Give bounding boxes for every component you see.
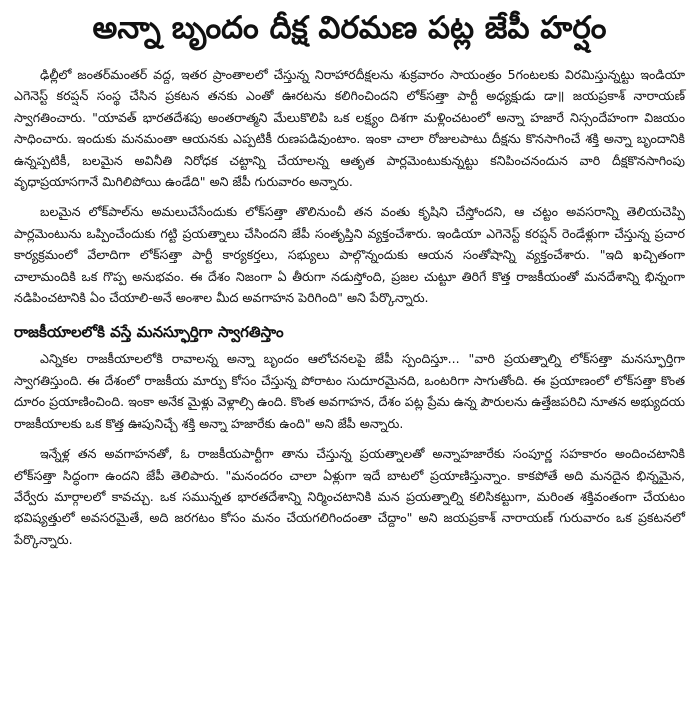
- paragraph: ఎన్నికల రాజకీయాలలోకి రావాలన్న అన్నా బృందం ఆలోచనలపై జేపీ స్పందిస్తూ... "వారి ప్రయత్నాల్ని లోక్‌సత్తా మనస్ఫూర్తిగా స్వాగతిస్తుంది. ఈ దేశంలో రాజకీయ మార్పు కోసం చేస్తున్న పోరాటం సుదూరమైనది, ఒంటరిగా సాగుతోంది. ఈ ప్రయాణంలో లోక్‌సత్తా కొంత దూరం ప్రయాణించింది. ఇంకా అనేక మైళ్లు వెళ్లాల్సి ఉంది. కొంత అవగాహన, దేశం పట్ల ప్రేమ ఉన్న పౌరులను ఉత్తేజపరిచి నూతన అభ్యుదయ రాజకీయాలకు ఒక కొత్త ఊపునిచ్చే శక్తి అన్నా హజారేకు ఉంది" అని జేపీ అన్నారు.: [14, 351, 685, 431]
- paragraph: ఢిల్లీలో జంతర్‌మంతర్ వద్ద, ఇతర ప్రాంతాలలో చేస్తున్న నిరాహారదీక్షలను శుక్రవారం సాయంత్రం 5గంటలకు విరమిస్తున్నట్టు ఇండియా ఎగెనెస్ట్ కరప్షన్ సంస్థ చేసిన ప్రకటన తనకు ఎంతో ఊరటను కలిగించిందని లోక్‌సత్తా పార్టీ అధ్యక్షుడు డా॥ జయప్రకాశ్ నారాయణ్ స్వాగతించారు. "యావత్ భారతదేశపు అంతరాత్మని మేలుకొలిపి ఒక లక్ష్యం దిశగా మళ్లించటంలో అన్నా హజారే నిస్సందేహంగా విజయం సాధించారు. ఇందుకు మనమంతా ఆయనకు ఎప్పటికీ రుణపడివుంటాం. ఇంకా చాలా రోజులపాటు దీక్షను కొనసాగించే శక్తి అన్నా బృందానికి ఉన్నప్పటికీ, బలమైన అవినీతి నిరోధక చట్టాన్ని చేయాలన్న ఆతృత పార్లమెంటుకున్నట్టు కనిపించనందున వారి దీక్షకొనసాగింపు వృధాప్రయాసగానే మిగిలిపోయి ఉండేది" అని జేపీ గురువారం అన్నారు.: [14, 67, 685, 190]
- article-body: [14, 64, 685, 550]
- paragraph: బలమైన లోక్‌పాల్‌ను అమలుచేసేందుకు లోక్‌సత్తా తొలినుంచీ తన వంతు కృషిని చేస్తోందని, ఆ చట్టం అవసరాన్ని తెలియచెప్పి పార్లమెంటును ఒప్పించేందుకు గట్టి ప్రయత్నాలు చేసిందని జేపీ సంతృప్తిని వ్యక్తంచేశారు. ఇండియా ఎగెనెస్ట్ కరప్షన్ రెండేళ్లుగా చేస్తున్న ప్రచార కార్యక్రమంలో వేలాదిగా లోక్‌సత్తా పార్టీ కార్యకర్తలు, సభ్యులు పాల్గొన్నందుకు ఆయన సంతోషాన్ని వ్యక్తంచేశారు. "ఇది ఖచ్చితంగా చాలామందికి ఒక గొప్ప అనుభవం. ఈ దేశం నిజంగా ఏ తీరుగా నడుస్తోంది, ప్రజల చుట్టూ తిరిగే కొత్త రాజకీయంతో మనదేశాన్ని భిన్నంగా నడిపించటానికి ఏం చేయాలి-అనే అంశాల మీద అవగాహన పెరిగింది" అని పేర్కొన్నారు.: [14, 204, 685, 306]
- subheading: రాజకీయాలలోకి వస్తే మనస్ఫూర్తిగా స్వాగతిస్తాం: [14, 323, 284, 342]
- paragraph: ఇన్నేళ్ల తన అవగాహనతో, ఓ రాజకీయపార్టీగా తాను చేస్తున్న ప్రయత్నాలతో అన్నాహజారేకు సంపూర్ణ సహకారం అందించటానికి లోక్‌సత్తా సిద్ధంగా ఉందని జేపీ తెలిపారు. "మనందరం చాలా ఏళ్లుగా ఇదే బాటలో ప్రయాణిస్తున్నాం. కాకపోతే అది మనదైన భిన్నమైన, వేర్వేరు మార్గాలలో కావచ్చు. ఒక సమున్నత భారతదేశాన్ని నిర్మించటానికి మన ప్రయత్నాల్ని కలిసికట్టుగా, మరింత శక్తివంతంగా చేయటం భవిష్యత్తులో అవసరమైతే, అది జరగటం కోసం మనం చేయగలిగిందంతా చేద్దాం" అని జయప్రకాశ్ నారాయణ్ గురువారం ఒక ప్రకటనలో పేర్కొన్నారు.: [14, 446, 685, 547]
- headline: అన్నా బృందం దీక్ష విరమణ పట్ల జేపీ హర్షం: [92, 10, 607, 46]
